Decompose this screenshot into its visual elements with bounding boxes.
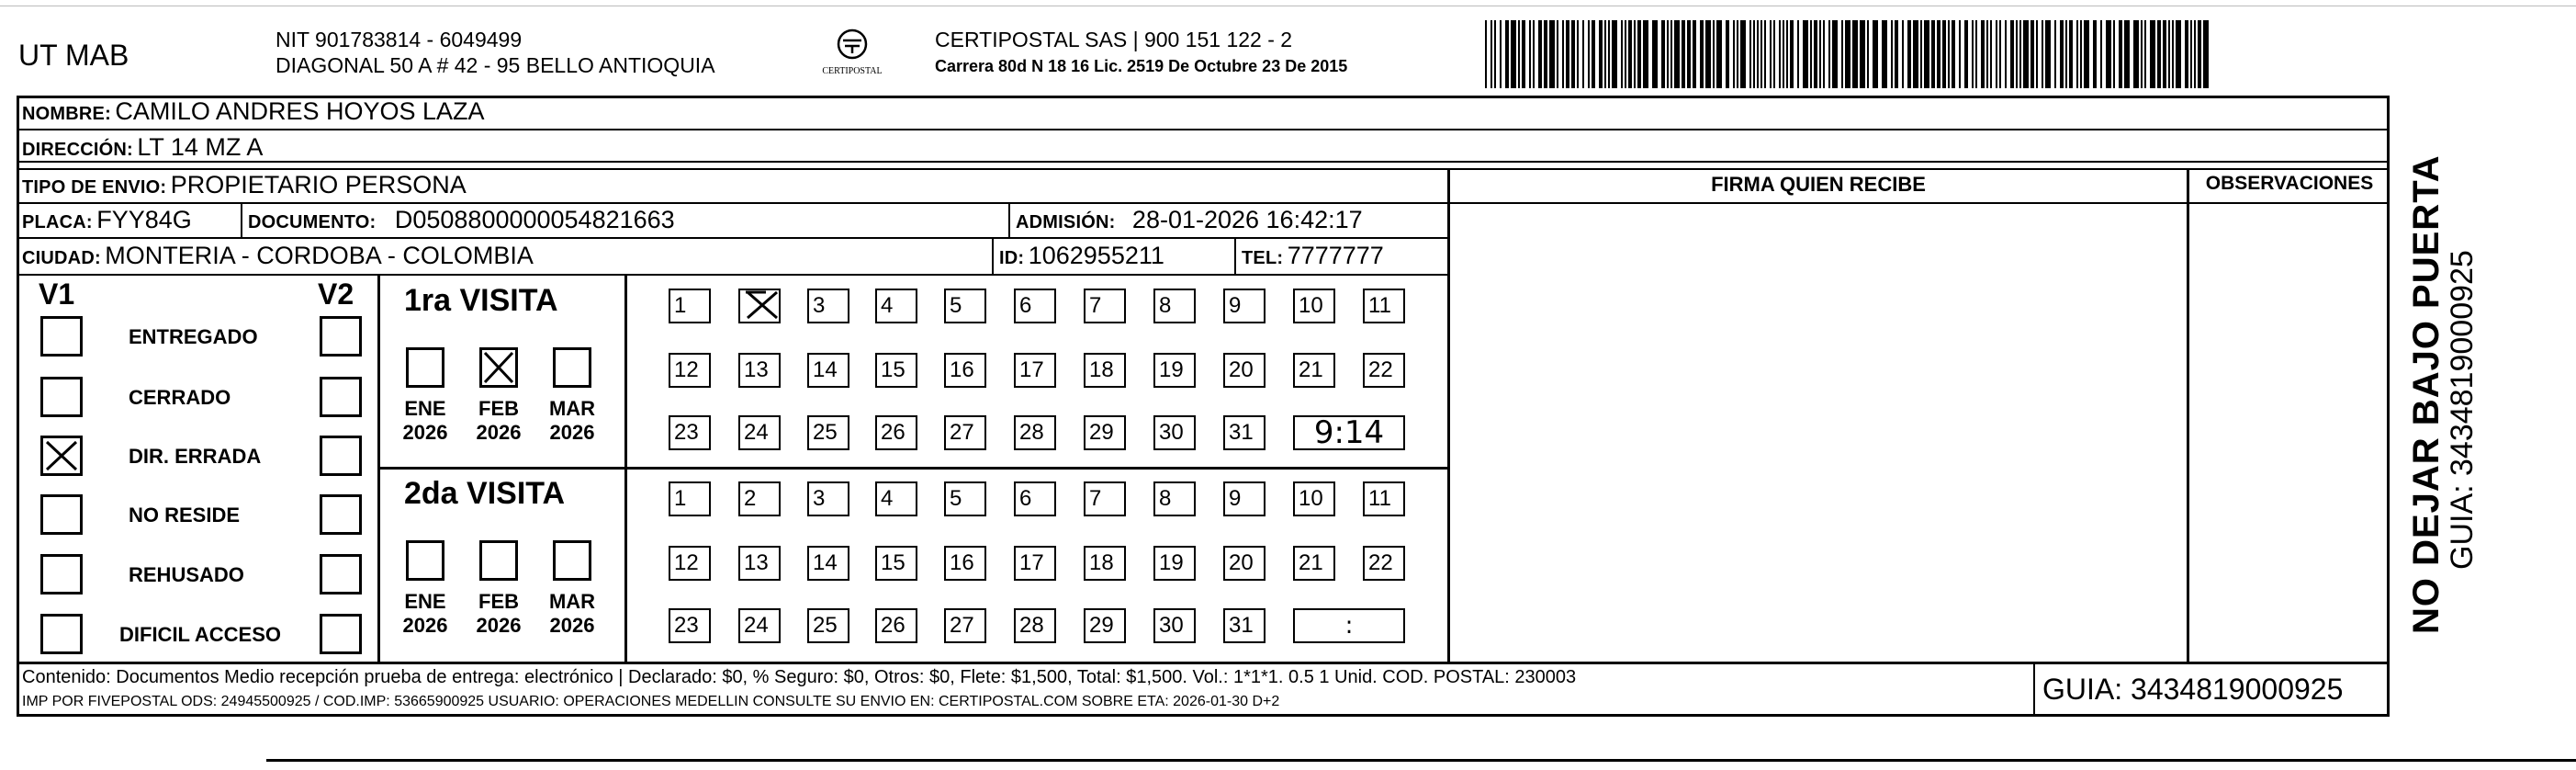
placa-value: FYY84G (96, 206, 192, 233)
barcode-bar (1577, 20, 1579, 88)
barcode-bar (1687, 20, 1691, 88)
status-v2-checkbox[interactable] (320, 614, 362, 654)
bottom-edge-line (266, 759, 2576, 762)
time-box[interactable]: : (1293, 608, 1405, 643)
status-option-label: NO RESIDE (129, 504, 241, 527)
barcode-bar (1571, 20, 1575, 88)
day-box[interactable]: 6 (1014, 481, 1056, 516)
day-box[interactable]: 22 (1363, 353, 1405, 388)
year-label: 2026 (476, 421, 522, 444)
status-v1-checkbox[interactable] (40, 316, 83, 357)
month-label: MAR (548, 590, 596, 613)
year-label: 2026 (549, 614, 595, 637)
documento-value: D0508800000054821663 (394, 206, 675, 233)
barcode-bar (1544, 20, 1547, 88)
tipo-label: TIPO DE ENVIO: (22, 177, 167, 198)
barcode-bar (2042, 20, 2043, 88)
barcode-bar (1740, 20, 1746, 88)
barcode-bar (1948, 20, 1950, 88)
status-v2-checkbox[interactable] (320, 436, 362, 476)
barcode-bar (1612, 20, 1617, 88)
col-divider (1447, 168, 1450, 662)
id-row (999, 242, 1164, 270)
barcode-bar (1674, 20, 1680, 88)
barcode-bar (1852, 20, 1858, 88)
day-box[interactable]: 24 (738, 415, 781, 450)
day-box[interactable]: 12 (669, 353, 711, 388)
tel-value: 7777777 (1287, 242, 1384, 269)
sender-address: DIAGONAL 50 A # 42 - 95 BELLO ANTIOQUIA (276, 53, 715, 77)
id-label: ID: (999, 248, 1025, 268)
barcode-bar (2010, 20, 2014, 88)
tel-label: TEL: (1242, 248, 1284, 268)
tel-row (1242, 242, 1384, 270)
barcode-bar (2054, 20, 2056, 88)
year-label: 2026 (402, 614, 448, 637)
day-box[interactable]: 25 (807, 608, 849, 643)
barcode-bar (1937, 20, 1940, 88)
day-box[interactable]: 12 (669, 546, 711, 581)
cell-divider (1234, 239, 1236, 274)
month-label: ENE (404, 397, 446, 420)
observaciones-header: OBSERVACIONES (2205, 173, 2374, 194)
placa-row (22, 206, 192, 234)
row-divider (17, 168, 2390, 170)
barcode-bar (1902, 20, 1904, 88)
day-box[interactable]: 11 (1363, 481, 1405, 516)
nombre-row (22, 97, 485, 126)
barcode-bar (1942, 20, 1946, 88)
day-box[interactable]: 28 (1014, 608, 1056, 643)
barcode-bar (1652, 20, 1658, 88)
barcode-bar (1952, 20, 1955, 88)
day-box[interactable]: 1 (669, 289, 711, 323)
direccion-label: DIRECCIÓN: (22, 140, 133, 160)
barcode-bar (1538, 20, 1542, 88)
day-box[interactable]: 27 (944, 415, 986, 450)
col-divider (2033, 662, 2035, 717)
day-box[interactable]: 15 (875, 353, 917, 388)
barcode-bar (1529, 20, 1531, 88)
status-option-label: ENTREGADO (129, 325, 258, 348)
row-divider (377, 467, 1448, 470)
barcode-bar (2023, 20, 2029, 88)
day-box[interactable]: 5 (944, 481, 986, 516)
day-box[interactable]: 26 (875, 415, 917, 450)
ciudad-label: CIUDAD: (22, 248, 101, 268)
barcode-bar (1790, 20, 1794, 88)
firma-header: FIRMA QUIEN RECIBE (1711, 173, 1926, 196)
day-box[interactable]: 28 (1014, 415, 1056, 450)
day-box[interactable]: 25 (807, 415, 849, 450)
day-box[interactable]: 13 (738, 546, 781, 581)
day-box[interactable]: 8 (1153, 289, 1196, 323)
day-box[interactable]: 27 (944, 608, 986, 643)
barcode-bar (1485, 20, 1487, 88)
tipo-value: PROPIETARIO PERSONA (170, 171, 467, 198)
time-box[interactable]: 9:14 (1293, 415, 1405, 450)
barcode-bar (1986, 20, 1988, 88)
barcode-bar (2172, 20, 2174, 88)
day-box[interactable]: 23 (669, 415, 711, 450)
barcode-bar (1981, 20, 1985, 88)
day-box[interactable]: 16 (944, 353, 986, 388)
cell-divider (1008, 204, 1010, 237)
barcode-bar (1814, 20, 1817, 88)
barcode-bar (1693, 20, 1696, 88)
day-box[interactable]: 17 (1014, 353, 1056, 388)
barcode-bar (1643, 20, 1648, 88)
status-v1-checkbox[interactable] (40, 554, 83, 594)
day-box[interactable]: 3 (807, 289, 849, 323)
day-box[interactable]: 11 (1363, 289, 1405, 323)
barcode-bar (1770, 20, 1772, 88)
barcode-bar (1608, 20, 1610, 88)
barcode-bar (2176, 20, 2181, 88)
barcode-bar (2163, 20, 2166, 88)
barcode-bar (1779, 20, 1781, 88)
day-box[interactable]: 30 (1153, 415, 1196, 450)
day-box[interactable]: 18 (1084, 353, 1126, 388)
barcode-bar (2080, 20, 2082, 88)
barcode-bar (1828, 20, 1830, 88)
day-box[interactable]: 2 (738, 481, 781, 516)
barcode-bar (1661, 20, 1665, 88)
v2-label: V2 (318, 277, 354, 311)
barcode-bar (2045, 20, 2051, 88)
month-label: MAR (548, 397, 596, 420)
barcode-bar (2124, 20, 2130, 88)
barcode-bar (2113, 20, 2115, 88)
barcode-bar (1913, 20, 1918, 88)
barcode-bar (2106, 20, 2111, 88)
barcode-bar (1753, 20, 1755, 88)
month-checkbox[interactable] (479, 347, 518, 388)
barcode-bar (1505, 20, 1509, 88)
barcode-bar (1592, 20, 1595, 88)
day-box[interactable]: 13 (738, 353, 781, 388)
day-box[interactable]: 7 (1084, 481, 1126, 516)
barcode-bar (2069, 20, 2073, 88)
barcode-bar (1667, 20, 1669, 88)
documento-label: DOCUMENTO: (248, 212, 377, 232)
day-box[interactable]: 4 (875, 289, 917, 323)
check-x-icon (482, 350, 515, 385)
check-x-icon (744, 290, 781, 320)
barcode-bar (2084, 20, 2089, 88)
barcode-bar (1566, 20, 1569, 88)
barcode-bar (1518, 20, 1520, 88)
barcode-bar (1783, 20, 1784, 88)
barcode-bar (1637, 20, 1641, 88)
day-box[interactable] (738, 289, 781, 323)
barcode-bar (1964, 20, 1968, 88)
admision-label: ADMISIÓN: (1016, 212, 1116, 232)
barcode-bar (1845, 20, 1850, 88)
row-divider (17, 202, 1449, 204)
barcode-bar (1726, 20, 1729, 88)
day-box[interactable]: 10 (1293, 481, 1335, 516)
day-box[interactable]: 14 (807, 546, 849, 581)
barcode-bar (1716, 20, 1722, 88)
sender-nit: NIT 901783814 - 6049499 (276, 28, 523, 51)
day-box[interactable]: 31 (1223, 608, 1266, 643)
barcode-bar (1522, 20, 1525, 88)
sender-name: UT MAB (18, 39, 129, 72)
barcode-bar (1895, 20, 1898, 88)
barcode-bar (2168, 20, 2170, 88)
day-box[interactable]: 19 (1153, 546, 1196, 581)
status-v2-checkbox[interactable] (320, 316, 362, 357)
v1-label: V1 (39, 277, 75, 311)
documento-row (248, 206, 675, 234)
barcode-bar (1634, 20, 1636, 88)
barcode-bar (1959, 20, 1961, 88)
day-box[interactable]: 1 (669, 481, 711, 516)
month-checkbox[interactable] (479, 540, 518, 581)
side-guia-text: GUIA: 3434819000925 (2445, 250, 2480, 570)
status-option-label: DIR. ERRADA (129, 445, 262, 468)
barcode-bar (2019, 20, 2021, 88)
barcode-bar (1500, 20, 1502, 88)
day-box[interactable]: 23 (669, 608, 711, 643)
barcode-bar (1760, 20, 1762, 88)
barcode-bar (1773, 20, 1775, 88)
ciudad-row (22, 242, 534, 270)
day-box[interactable]: 21 (1293, 546, 1335, 581)
barcode-bar (1511, 20, 1516, 88)
status-v2-checkbox[interactable] (320, 494, 362, 535)
footer-contenido: Contenido: Documentos Medio recepción prueba de entrega: electrónico | Declarado: $0, % Seguro: $0, Otros: $0, Flete: $1,500, Total: $1,500. Vol.: 1*1*1. 0.5 1 Unid. COD. POSTAL: 230003 (22, 667, 1577, 687)
barcode-bar (2016, 20, 2018, 88)
footer-guia: GUIA: 3434819000925 (2042, 673, 2344, 706)
month-label: ENE (404, 590, 446, 613)
barcode-bar (1990, 20, 1992, 88)
barcode-bar (1490, 20, 1492, 88)
barcode-bar (2144, 20, 2146, 88)
barcode-bar (1705, 20, 1711, 88)
day-box[interactable]: 30 (1153, 608, 1196, 643)
row-divider (17, 274, 1449, 276)
barcode-bar (2005, 20, 2007, 88)
no-dejar-text: NO DEJAR BAJO PUERTA (2406, 154, 2447, 634)
day-box[interactable]: 24 (738, 608, 781, 643)
admision-row (1016, 206, 1363, 234)
barcode-bar (1494, 20, 1496, 88)
side-guia (2445, 110, 2481, 570)
day-box[interactable]: 14 (807, 353, 849, 388)
barcode-bar (1920, 20, 1922, 88)
barcode-bar (2157, 20, 2161, 88)
barcode-bar (1907, 20, 1911, 88)
day-box[interactable]: 5 (944, 289, 986, 323)
barcode-bar (1670, 20, 1672, 88)
day-box[interactable]: 10 (1293, 289, 1335, 323)
barcode-bar (1975, 20, 1977, 88)
day-box[interactable]: 26 (875, 608, 917, 643)
id-value: 1062955211 (1028, 242, 1164, 269)
barcode-bar (2093, 20, 2097, 88)
day-box[interactable]: 9 (1223, 289, 1266, 323)
month-checkbox[interactable] (553, 540, 591, 581)
barcode-bar (1562, 20, 1564, 88)
day-box[interactable]: 29 (1084, 415, 1126, 450)
placa-label: PLACA: (22, 212, 93, 232)
barcode-bar (1628, 20, 1632, 88)
ciudad-value: MONTERIA - CORDOBA - COLOMBIA (105, 242, 534, 269)
month-checkbox[interactable] (406, 347, 444, 388)
month-checkbox[interactable] (406, 540, 444, 581)
day-box[interactable]: 16 (944, 546, 986, 581)
barcode-bar (1786, 20, 1788, 88)
barcode-bar (1764, 20, 1766, 88)
barcode-bar (1819, 20, 1821, 88)
day-box[interactable]: 4 (875, 481, 917, 516)
day-box[interactable]: 3 (807, 481, 849, 516)
company-address: Carrera 80d N 18 16 Lic. 2519 De Octubre 23 De 2015 (935, 57, 1348, 75)
barcode-bar (2150, 20, 2155, 88)
barcode-bar (1625, 20, 1626, 88)
barcode-bar (1972, 20, 1974, 88)
col-divider (1447, 202, 2390, 204)
barcode-bar (1582, 20, 1584, 88)
col-divider (2187, 168, 2189, 662)
direccion-row (22, 133, 263, 162)
barcode (1483, 20, 2213, 88)
barcode-bar (1810, 20, 1812, 88)
barcode-bar (1733, 20, 1735, 88)
visit-title: 1ra VISITA (404, 283, 558, 318)
row-divider (17, 161, 2390, 163)
year-label: 2026 (549, 421, 595, 444)
barcode-bar (2185, 20, 2188, 88)
barcode-bar (1621, 20, 1623, 88)
barcode-bar (1803, 20, 1808, 88)
visit-title: 2da VISITA (404, 476, 566, 511)
cell-divider (241, 204, 242, 237)
barcode-bar (1713, 20, 1715, 88)
day-box[interactable]: 6 (1014, 289, 1056, 323)
month-label: FEB (478, 590, 519, 613)
day-box[interactable]: 7 (1084, 289, 1126, 323)
day-box[interactable]: 19 (1153, 353, 1196, 388)
day-box[interactable]: 17 (1014, 546, 1056, 581)
tipo-row (22, 171, 467, 199)
direccion-value: LT 14 MZ A (137, 133, 264, 161)
barcode-bar (1999, 20, 2001, 88)
barcode-bar (1599, 20, 1603, 88)
day-box[interactable]: 9 (1223, 481, 1266, 516)
status-option-label: REHUSADO (129, 563, 244, 586)
barcode-bar (2133, 20, 2139, 88)
barcode-bar (2119, 20, 2122, 88)
day-box[interactable]: 15 (875, 546, 917, 581)
status-v2-checkbox[interactable] (320, 554, 362, 594)
cell-divider (992, 239, 994, 274)
barcode-bar (1588, 20, 1590, 88)
day-box[interactable]: 21 (1293, 353, 1335, 388)
certipostal-logo (816, 26, 889, 83)
logo-text: CERTIPOSTAL (822, 66, 883, 76)
row-divider (17, 129, 2390, 130)
status-v1-checkbox[interactable] (40, 377, 83, 417)
year-label: 2026 (402, 421, 448, 444)
barcode-bar (1832, 20, 1838, 88)
check-x-icon (43, 438, 80, 473)
barcode-bar (1860, 20, 1865, 88)
barcode-bar (2198, 20, 2201, 88)
barcode-bar (2036, 20, 2038, 88)
nombre-value: CAMILO ANDRES HOYOS LAZA (115, 97, 485, 125)
barcode-bar (2060, 20, 2064, 88)
barcode-bar (1700, 20, 1704, 88)
status-v2-checkbox[interactable] (320, 377, 362, 417)
barcode-bar (2076, 20, 2078, 88)
barcode-bar (1841, 20, 1843, 88)
barcode-bar (2065, 20, 2067, 88)
status-v1-checkbox[interactable] (40, 436, 83, 476)
barcode-bar (2100, 20, 2102, 88)
barcode-bar (1682, 20, 1685, 88)
barcode-bar (1737, 20, 1738, 88)
barcode-bar (1533, 20, 1535, 88)
status-option-label: DIFICIL ACCESO (119, 623, 282, 646)
year-label: 2026 (476, 614, 522, 637)
nombre-label: NOMBRE: (22, 104, 111, 124)
barcode-bar (1823, 20, 1825, 88)
barcode-bar (1549, 20, 1555, 88)
day-box[interactable]: 20 (1223, 353, 1266, 388)
day-box[interactable]: 22 (1363, 546, 1405, 581)
barcode-bar (2194, 20, 2196, 88)
barcode-bar (2203, 20, 2209, 88)
day-box[interactable]: 31 (1223, 415, 1266, 450)
barcode-bar (1757, 20, 1759, 88)
barcode-bar (1604, 20, 1606, 88)
barcode-bar (1924, 20, 1929, 88)
footer-imp: IMP POR FIVEPOSTAL ODS: 24945500925 / COD.IMP: 53665900925 USUARIO: OPERACIONES MEDELLIN CONSULTE SU ENVIO EN: CERTIPOSTAL.COM SOBRE ETA: 2026-01-30 D+2 (22, 694, 1280, 709)
barcode-bar (1867, 20, 1869, 88)
barcode-bar (1931, 20, 1935, 88)
day-box[interactable]: 8 (1153, 481, 1196, 516)
company-name: CERTIPOSTAL SAS | 900 151 122 - 2 (935, 28, 1293, 51)
month-label: FEB (478, 397, 519, 420)
day-box[interactable]: 20 (1223, 546, 1266, 581)
month-checkbox[interactable] (553, 347, 591, 388)
barcode-bar (1873, 20, 1878, 88)
day-box[interactable]: 29 (1084, 608, 1126, 643)
barcode-bar (2030, 20, 2034, 88)
status-option-label: CERRADO (129, 386, 231, 409)
admision-value: 28-01-2026 16:42:17 (1131, 206, 1363, 233)
barcode-bar (1557, 20, 1558, 88)
status-v1-checkbox[interactable] (40, 494, 83, 535)
status-v1-checkbox[interactable] (40, 614, 83, 654)
barcode-bar (2141, 20, 2143, 88)
barcode-bar (1996, 20, 1997, 88)
barcode-bar (1749, 20, 1751, 88)
day-box[interactable]: 18 (1084, 546, 1126, 581)
barcode-bar (1891, 20, 1893, 88)
barcode-bar (1882, 20, 1887, 88)
barcode-bar (1797, 20, 1799, 88)
barcode-bar (2190, 20, 2192, 88)
